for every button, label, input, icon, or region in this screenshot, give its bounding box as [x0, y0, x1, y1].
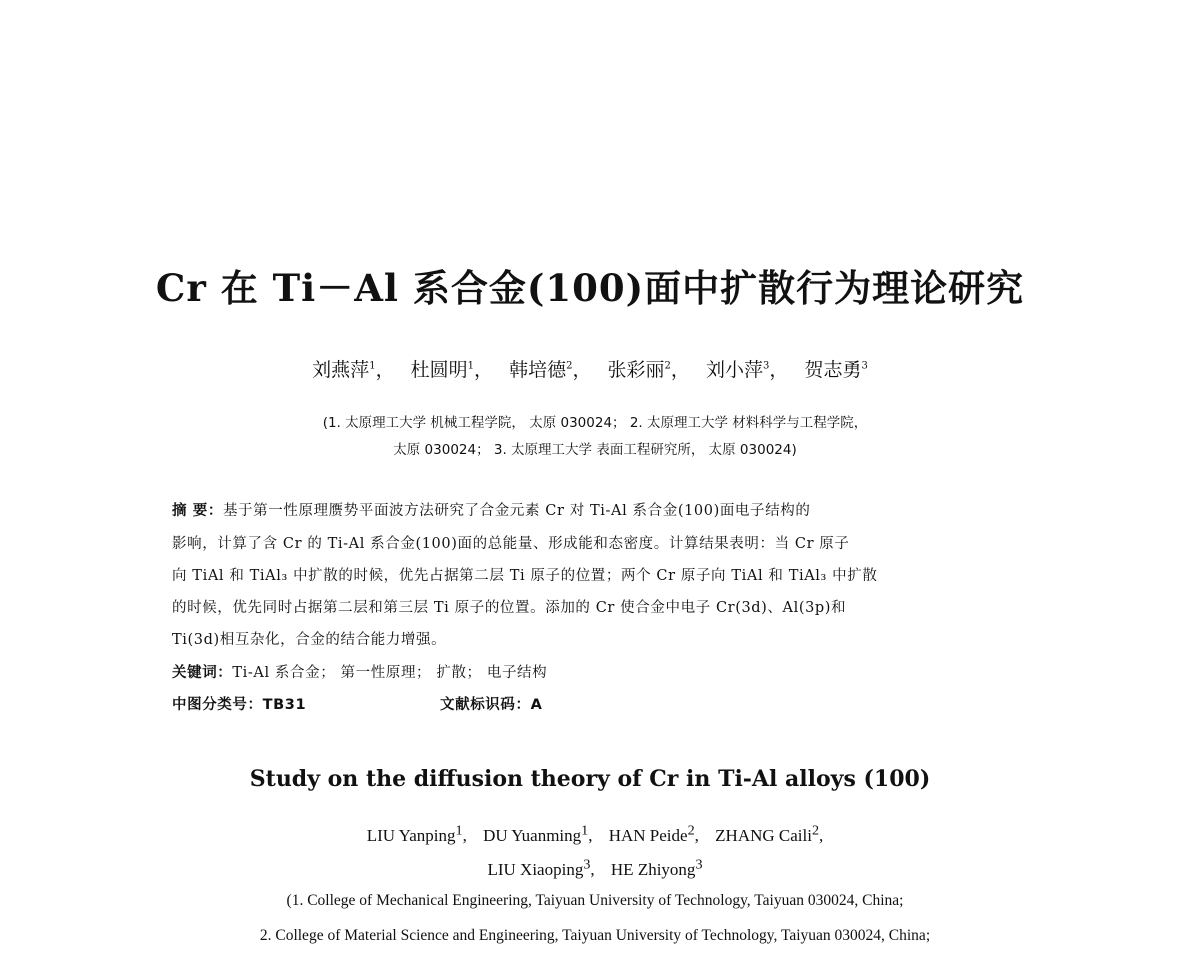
clc-value: TB31: [262, 697, 307, 713]
clc-label: 中图分类号：: [172, 697, 263, 713]
affiliation-cn-line: 太原 030024； 3. 太原理工大学 表面工程研究所， 太原 030024): [393, 442, 797, 458]
classification: [172, 693, 1012, 714]
abstract-label: 摘 要：: [172, 503, 223, 519]
author-list-en-line: [0, 856, 1190, 880]
author-list-en-line: [0, 822, 1190, 846]
author-cn: 刘小萍$^3$，: [705, 359, 789, 381]
affiliation-en-line: 2. College of Material Science and Engineering, Taiyuan University of Technology, Taiyuan 030024, China;: [259, 927, 931, 944]
paper-title-en: Study on the diffusion theory of Cr in Ti-Al alloys (100): [249, 766, 931, 792]
abstract-line: 的时候，优先同时占据第二层和第三层 Ti 原子的位置。添加的 Cr 使合金中电子 Cr(3d)、Al(3p)和: [172, 600, 847, 616]
author-cn: 杜圆明$^1$，: [410, 359, 494, 381]
author-list-cn: [0, 355, 1180, 382]
abstract-line: Ti(3d)相互杂化，合金的结合能力增强。: [172, 632, 447, 648]
author-en: LIU Yanping$^1$,: [366, 822, 467, 845]
paper-title-cn: Cr 在 Ti－Al 系合金(100)面中扩散行为理论研究: [155, 266, 1025, 310]
abstract-line: 向 TiAl 和 TiAl₃ 中扩散的时候，优先占据第二层 Ti 原子的位置；两个 Cr 原子向 TiAl 和 TiAl₃ 中扩散: [172, 568, 878, 584]
affiliation-cn-line: (1. 太原理工大学 机械工程学院， 太原 030024； 2. 太原理工大学 材料科学与工程学院，: [322, 415, 868, 431]
author-cn: 贺志勇$^3$: [804, 359, 868, 381]
affiliation-en-line: (1. College of Mechanical Engineering, Taiyuan University of Technology, Taiyuan 030024, China;: [286, 892, 904, 909]
author-en: HAN Peide$^2$,: [608, 822, 699, 845]
author-cn: 韩培德$^2$，: [509, 359, 592, 381]
doc-code-value: A: [530, 697, 543, 713]
keywords-label: 关键词：: [172, 665, 233, 681]
abstract-line: [172, 499, 1012, 520]
doc-code-label: 文献标识码：: [440, 697, 531, 713]
author-en: ZHANG Caili$^2$,: [715, 822, 824, 845]
author-cn: 张彩丽$^2$，: [607, 359, 690, 381]
keywords: [172, 661, 1012, 682]
keywords-value: Ti-Al 系合金； 第一性原理； 扩散； 电子结构: [232, 665, 548, 681]
author-cn: 刘燕萍$^1$，: [312, 359, 395, 381]
author-en: LIU Xiaoping$^3$,: [487, 856, 595, 879]
author-en: DU Yuanming$^1$,: [483, 822, 593, 845]
abstract-text: 基于第一性原理赝势平面波方法研究了合金元素 Cr 对 Ti-Al 系合金(100)面电子结构的: [222, 503, 811, 519]
abstract-line: 影响，计算了含 Cr 的 Ti-Al 系合金(100)面的总能量、形成能和态密度。计算结果表明：当 Cr 原子: [172, 536, 850, 552]
author-en: HE Zhiyong$^3$: [610, 856, 703, 879]
